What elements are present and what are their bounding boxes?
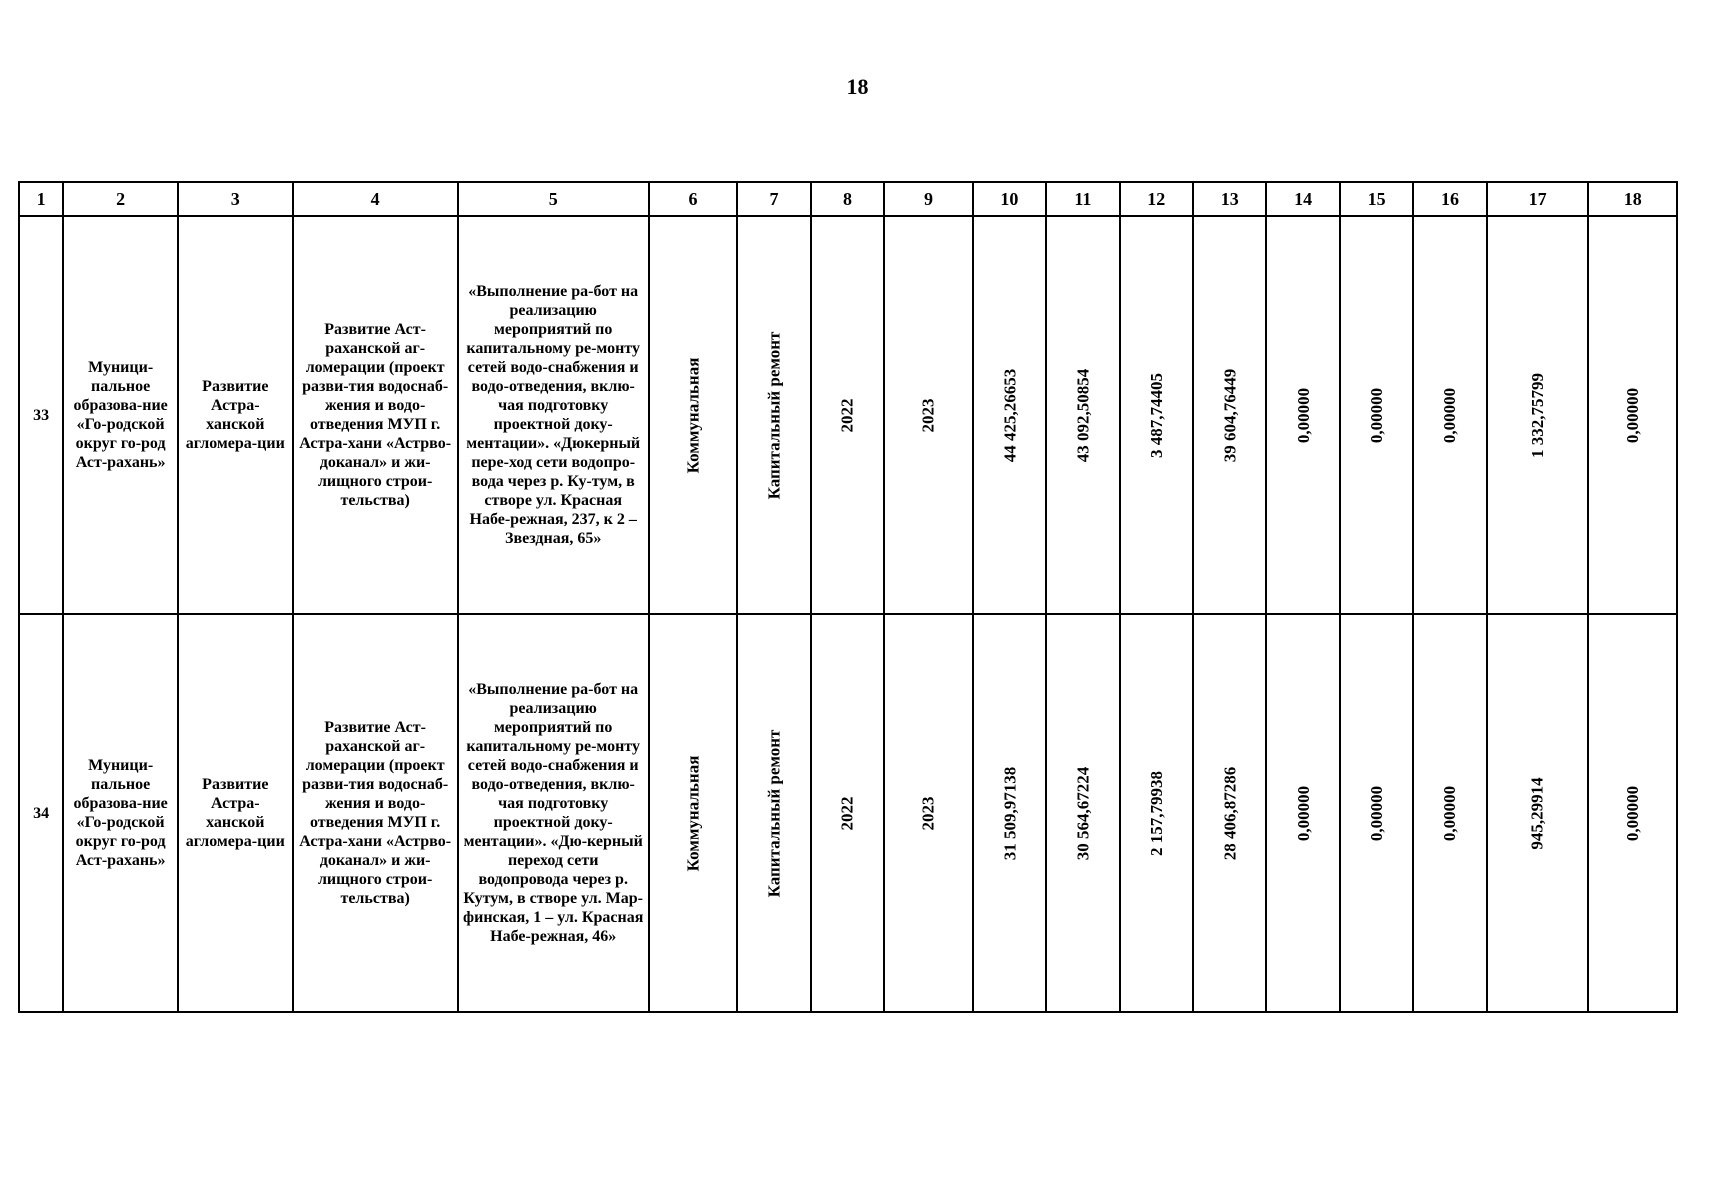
work-type-text: Капитальный ремонт — [764, 331, 784, 499]
col-header-2: 2 — [63, 182, 178, 216]
col-header-5: 5 — [458, 182, 649, 216]
municipality-cell — [63, 614, 178, 1012]
value-text-13: 39 604,76449 — [1220, 368, 1240, 462]
col-header-4: 4 — [293, 182, 458, 216]
year-end-text: 2023 — [918, 398, 938, 432]
municipality-text: Муници-пальное образова-ние «Го-родской округ го-род Аст-рахань» — [73, 757, 168, 869]
subproject-cell — [293, 216, 458, 614]
value-cell-17 — [1487, 614, 1589, 1012]
col-header-11: 11 — [1046, 182, 1119, 216]
col-header-3: 3 — [178, 182, 293, 216]
investment-table — [18, 181, 1678, 1013]
year-end-cell — [884, 216, 973, 614]
description-cell — [458, 614, 649, 1012]
project-text: Развитие Астра-ханской агломера-ции — [185, 776, 285, 850]
value-text-11: 30 564,67224 — [1073, 766, 1093, 860]
value-cell-18 — [1588, 614, 1677, 1012]
value-cell-11 — [1046, 216, 1119, 614]
value-cell-12 — [1120, 216, 1193, 614]
value-text-11: 43 092,50854 — [1073, 368, 1093, 462]
description-text: «Выполнение ра-бот на реализацию мероприятий по капитальному ре-монту сетей водо-снабжения и водо-отведения, вклю-чая подготовку проектной доку-ментации». «Дюкерный пере-ход сети водопро-вода через р. Ку-тум, в створе ул. Красная Набе-режная, 237, к 2 – Звездная, 65» — [466, 283, 641, 547]
value-cell-14 — [1266, 614, 1339, 1012]
ownership-cell — [649, 216, 738, 614]
value-text-12: 2 157,79938 — [1146, 770, 1166, 856]
value-text-14: 0,00000 — [1293, 387, 1313, 443]
year-start-cell — [811, 614, 884, 1012]
col-header-10: 10 — [973, 182, 1046, 216]
col-header-15: 15 — [1340, 182, 1413, 216]
value-cell-17 — [1487, 216, 1589, 614]
year-end-cell — [884, 614, 973, 1012]
col-header-9: 9 — [884, 182, 973, 216]
value-cell-13 — [1193, 216, 1266, 614]
row-number-text: 33 — [33, 406, 50, 424]
value-cell-12 — [1120, 614, 1193, 1012]
col-header-7: 7 — [737, 182, 810, 216]
col-header-17: 17 — [1487, 182, 1589, 216]
table-row — [19, 216, 1677, 614]
subproject-text: Развитие Аст-раханской аг-ломерации (проект разви-тия водоснаб-жения и водо-отведения МУП г. Астра-хани «Астрво-доканал» и жи-лищного строи-тельства) — [299, 719, 452, 907]
page-number: 18 — [846, 74, 869, 99]
value-cell-11 — [1046, 614, 1119, 1012]
value-text-16: 0,00000 — [1440, 387, 1460, 443]
value-text-15: 0,00000 — [1367, 387, 1387, 443]
header-row — [19, 182, 1677, 216]
project-cell — [178, 614, 293, 1012]
col-header-8: 8 — [811, 182, 884, 216]
col-header-1: 1 — [19, 182, 63, 216]
project-cell — [178, 216, 293, 614]
value-cell-16 — [1413, 216, 1486, 614]
value-text-15: 0,00000 — [1367, 785, 1387, 841]
row-number — [19, 614, 63, 1012]
value-cell-13 — [1193, 614, 1266, 1012]
table-row — [19, 614, 1677, 1012]
ownership-cell — [649, 614, 738, 1012]
col-header-18: 18 — [1588, 182, 1677, 216]
value-text-14: 0,00000 — [1293, 785, 1313, 841]
value-cell-10 — [973, 614, 1046, 1012]
value-text-18: 0,00000 — [1623, 387, 1643, 443]
ownership-text: Коммунальная — [683, 357, 703, 473]
municipality-cell — [63, 216, 178, 614]
value-text-17: 1 332,75799 — [1528, 372, 1548, 458]
year-start-text: 2022 — [837, 398, 857, 432]
description-text: «Выполнение ра-бот на реализацию мероприятий по капитальному ре-монту сетей водо-снабжения и водо-отведения, вклю-чая подготовку проектной доку-ментации». «Дю-керный переход сети водопровода через р. Кутум, в створе ул. Мар-финская, 1 – ул. Красная Набе-режная, 46» — [463, 681, 644, 945]
subproject-cell — [293, 614, 458, 1012]
value-text-10: 44 425,26653 — [999, 368, 1019, 462]
work-type-cell — [737, 614, 810, 1012]
value-text-17: 945,29914 — [1528, 776, 1548, 850]
ownership-text: Коммунальная — [683, 755, 703, 871]
value-text-10: 31 509,97138 — [999, 766, 1019, 860]
work-type-cell — [737, 216, 810, 614]
value-cell-15 — [1340, 216, 1413, 614]
row-number-text: 34 — [33, 804, 50, 822]
description-cell — [458, 216, 649, 614]
value-cell-10 — [973, 216, 1046, 614]
row-number — [19, 216, 63, 614]
value-cell-15 — [1340, 614, 1413, 1012]
year-start-text: 2022 — [837, 796, 857, 830]
value-text-16: 0,00000 — [1440, 785, 1460, 841]
year-end-text: 2023 — [918, 796, 938, 830]
subproject-text: Развитие Аст-раханской аг-ломерации (проект разви-тия водоснаб-жения и водо-отведения МУП г. Астра-хани «Астрво-доканал» и жи-лищного строи-тельства) — [299, 321, 452, 509]
year-start-cell — [811, 216, 884, 614]
work-type-text: Капитальный ремонт — [764, 729, 784, 897]
project-text: Развитие Астра-ханской агломера-ции — [185, 378, 285, 452]
value-cell-14 — [1266, 216, 1339, 614]
municipality-text: Муници-пальное образова-ние «Го-родской округ го-род Аст-рахань» — [73, 359, 168, 471]
value-text-13: 28 406,87286 — [1220, 766, 1240, 860]
value-cell-18 — [1588, 216, 1677, 614]
value-text-18: 0,00000 — [1623, 785, 1643, 841]
col-header-12: 12 — [1120, 182, 1193, 216]
col-header-13: 13 — [1193, 182, 1266, 216]
value-cell-16 — [1413, 614, 1486, 1012]
col-header-14: 14 — [1266, 182, 1339, 216]
value-text-12: 3 487,74405 — [1146, 372, 1166, 458]
col-header-16: 16 — [1413, 182, 1486, 216]
col-header-6: 6 — [649, 182, 738, 216]
